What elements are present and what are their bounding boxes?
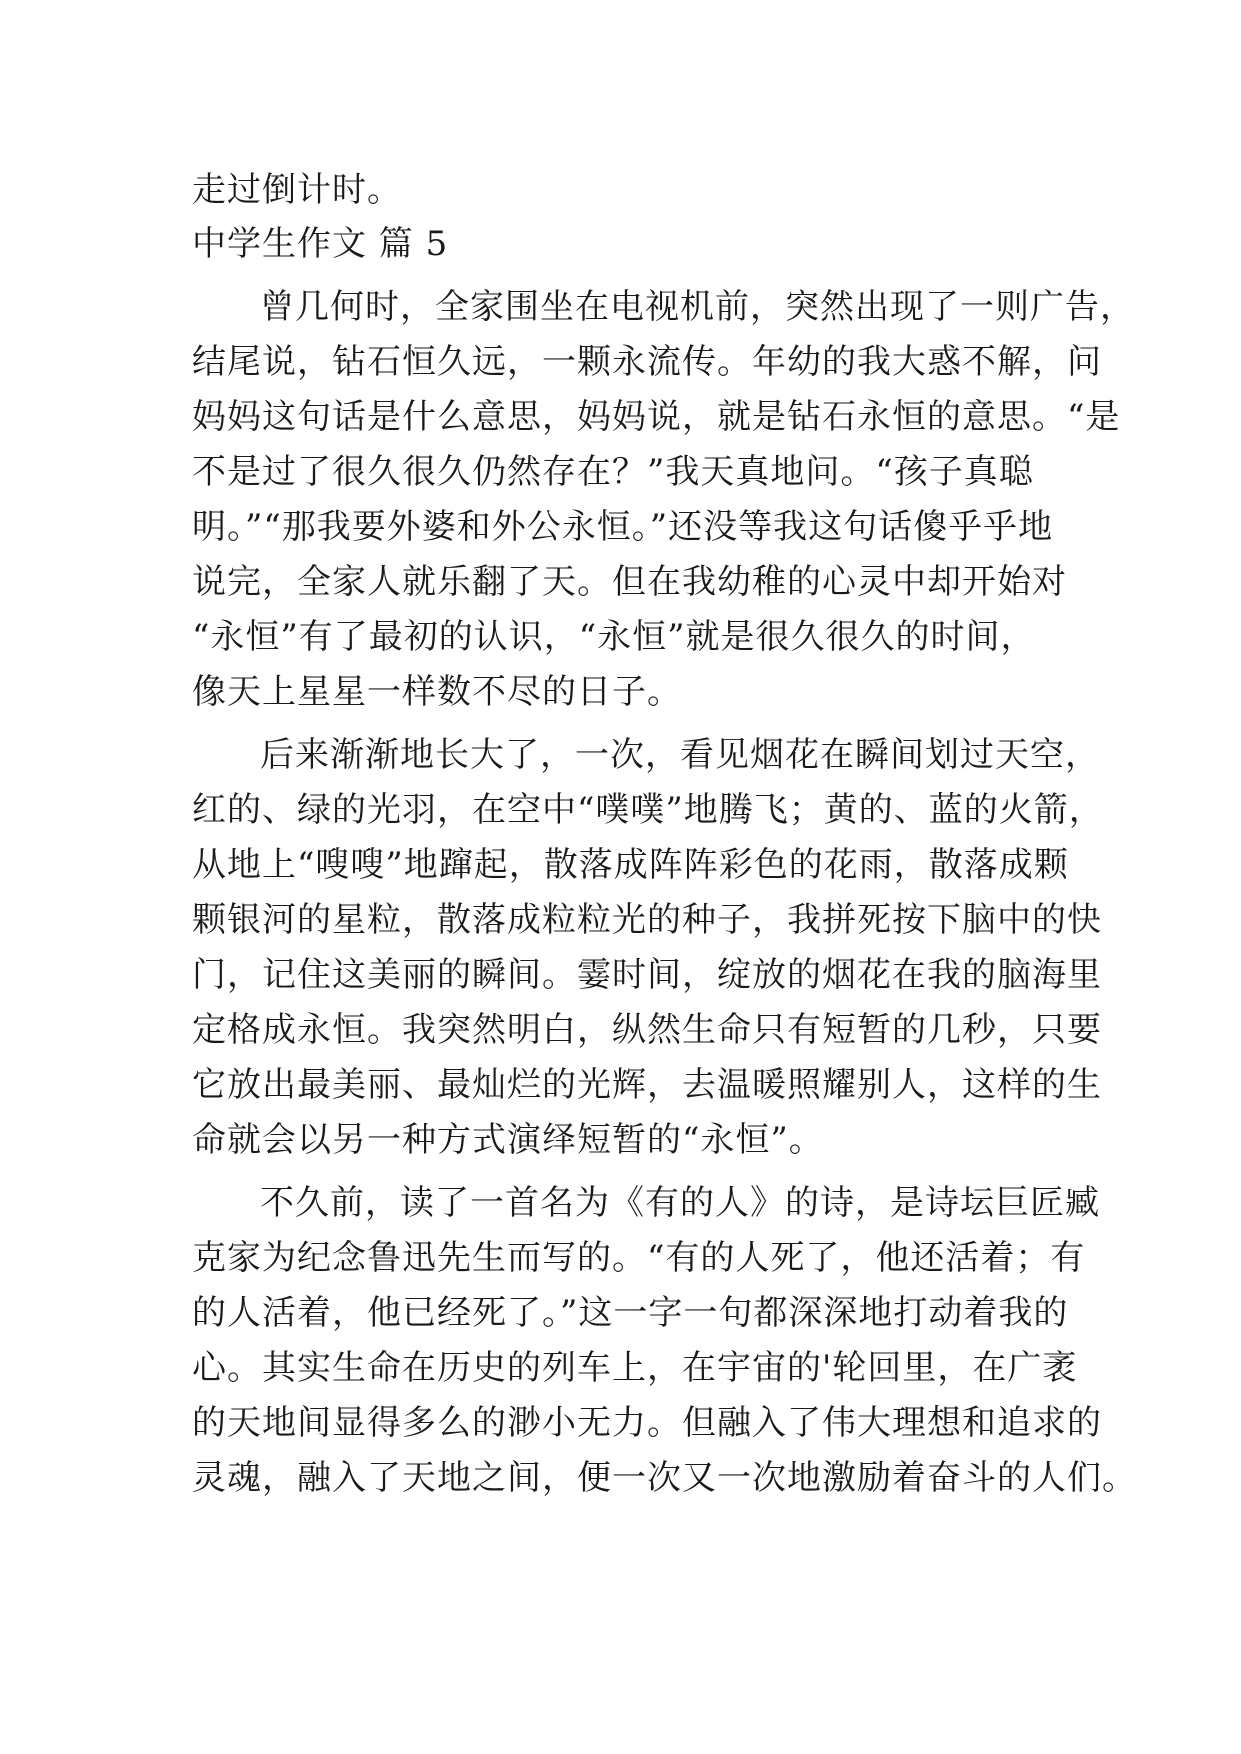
paragraph-line: 明。”“那我要外婆和外公永恒。”还没等我这句话傻乎乎地 (192, 507, 1054, 547)
paragraph-line: 曾几何时，全家围坐在电视机前，突然出现了一则广告， (260, 287, 1135, 327)
paragraph-line: 说完，全家人就乐翻了天。但在我幼稚的心灵中却开始对 (192, 562, 1067, 602)
paragraph-line: 不是过了很久很久仍然存在？”我天真地问。“孩子真聪 (192, 452, 1034, 492)
paragraph-line: 克家为纪念鲁迅先生而写的。“有的人死了，他还活着；有 (192, 1238, 1086, 1278)
section-heading: 中学生作文 篇 5 (192, 224, 449, 264)
paragraph-line: 像天上星星一样数不尽的日子。 (192, 672, 682, 712)
paragraph-line: 命就会以另一种方式演绎短暂的“永恒”。 (192, 1120, 824, 1160)
text-line: 走过倒计时。 (192, 170, 402, 210)
paragraph-line: 的天地间显得多么的渺小无力。但融入了伟大理想和追求的 (192, 1403, 1102, 1443)
paragraph-line: 心。其实生命在历史的列车上，在宇宙的'轮回里，在广袤 (192, 1348, 1078, 1388)
paragraph-line: 的人活着，他已经死了。”这一字一句都深深地打动着我的 (192, 1293, 1069, 1333)
paragraph-line: 从地上“嗖嗖”地蹿起，散落成阵阵彩色的花雨，散落成颗 (192, 845, 1069, 885)
paragraph-line: 颗银河的星粒，散落成粒粒光的种子，我拼死按下脑中的快 (192, 900, 1102, 940)
paragraph-line: 灵魂，融入了天地之间，便一次又一次地激励着奋斗的人们。 (192, 1458, 1137, 1498)
paragraph-line: 它放出最美丽、最灿烂的光辉，去温暖照耀别人，这样的生 (192, 1065, 1102, 1105)
paragraph-line: “永恒”有了最初的认识，“永恒”就是很久很久的时间， (192, 617, 1036, 657)
paragraph-line: 不久前，读了一首名为《有的人》的诗，是诗坛巨匠臧 (260, 1183, 1100, 1223)
paragraph-line: 门，记住这美丽的瞬间。霎时间，绽放的烟花在我的脑海里 (192, 955, 1102, 995)
paragraph-line: 结尾说，钻石恒久远，一颗永流传。年幼的我大惑不解，问 (192, 342, 1102, 382)
paragraph-line: 红的、绿的光羽，在空中“噗噗”地腾飞；黄的、蓝的火箭， (192, 790, 1104, 830)
paragraph-line: 定格成永恒。我突然明白，纵然生命只有短暂的几秒，只要 (192, 1010, 1102, 1050)
paragraph-line: 后来渐渐地长大了，一次，看见烟花在瞬间划过天空， (260, 735, 1100, 775)
paragraph-line: 妈妈这句话是什么意思，妈妈说，就是钻石永恒的意思。“是 (192, 397, 1121, 437)
